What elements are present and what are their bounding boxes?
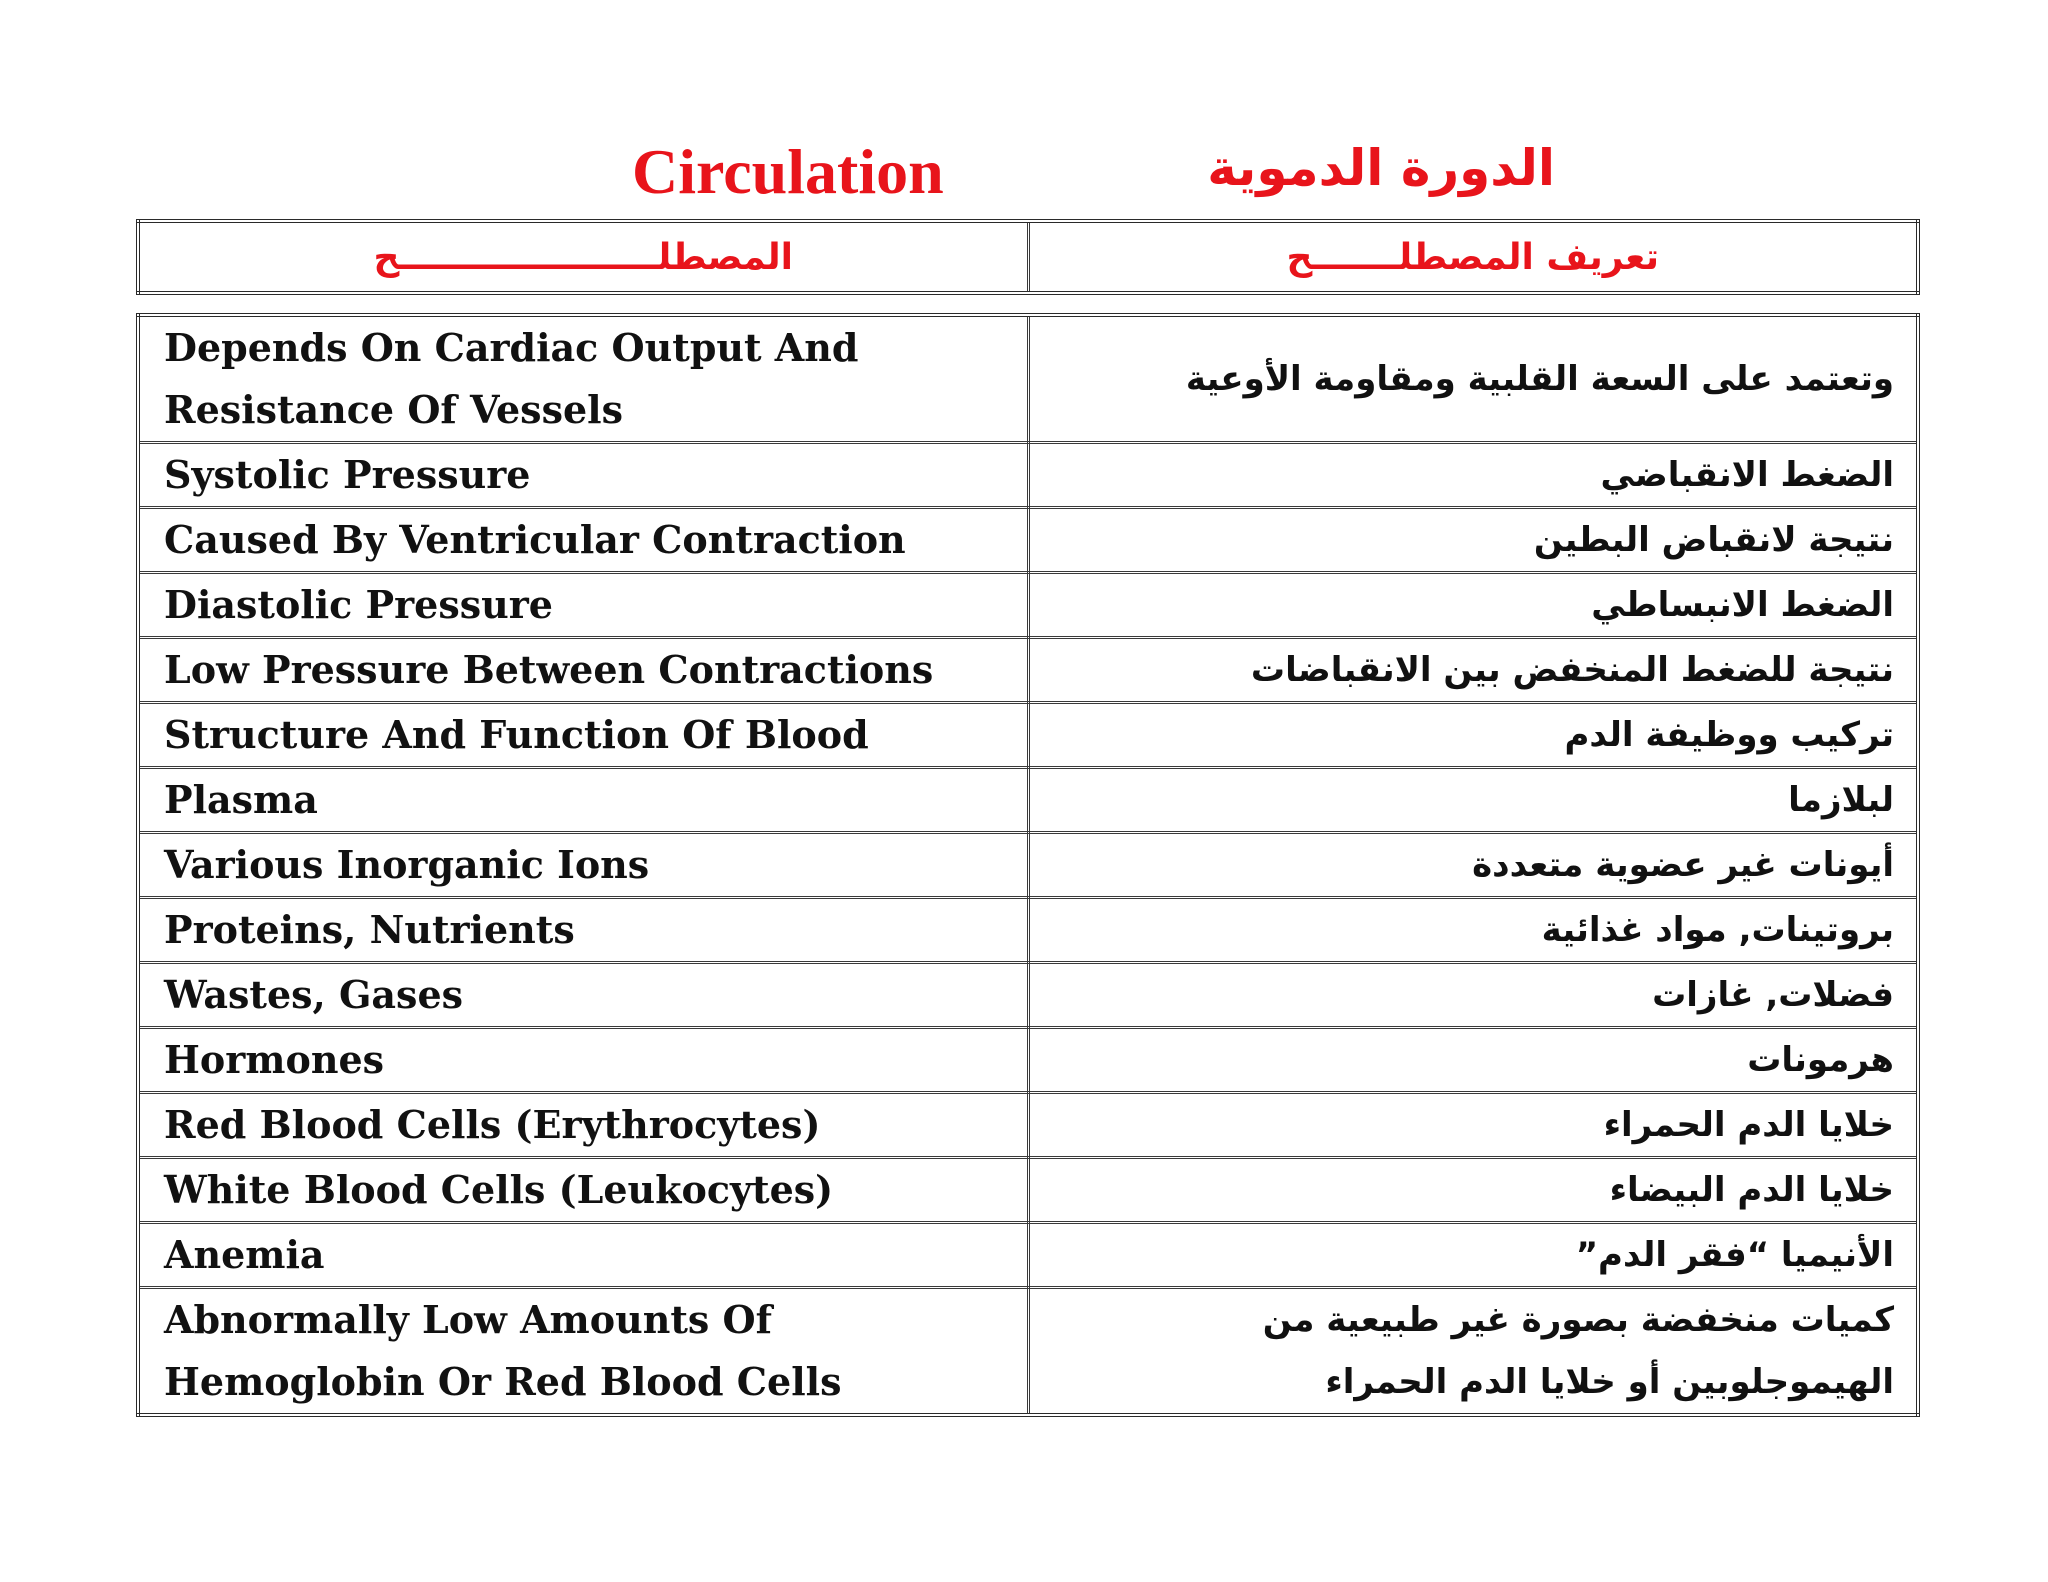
table-row: [138, 1028, 1918, 1093]
term-arabic: الضغط الانقباضي: [1028, 443, 1918, 508]
term-arabic: نتيجة للضغط المنخفض بين الانقباضات: [1028, 638, 1918, 703]
term-arabic: هرمونات: [1028, 1028, 1918, 1093]
term-arabic: وتعتمد على السعة القلبية ومقاومة الأوعية: [1028, 315, 1918, 443]
term-arabic: بروتينات, مواد غذائية: [1028, 898, 1918, 963]
term-english: Proteins, Nutrients: [138, 898, 1028, 963]
term-arabic: الأنيميا “فقر الدم”: [1028, 1223, 1918, 1288]
term-english: Plasma: [138, 768, 1028, 833]
term-english: Diastolic Pressure: [138, 573, 1028, 638]
term-arabic: لبلازما: [1028, 768, 1918, 833]
term-arabic: فضلات, غازات: [1028, 963, 1918, 1028]
term-english: Abnormally Low Amounts Of Hemoglobin Or Red Blood Cells: [138, 1288, 1028, 1416]
header-definition: تعريف المصطلـــــــح: [1028, 221, 1918, 293]
term-arabic: كميات منخفضة بصورة غير طبيعية من الهيموجلوبين أو خلايا الدم الحمراء: [1028, 1288, 1918, 1416]
term-english: Low Pressure Between Contractions: [138, 638, 1028, 703]
term-english: White Blood Cells (Leukocytes): [138, 1158, 1028, 1223]
header-table: [136, 219, 1920, 295]
term-english: Caused By Ventricular Contraction: [138, 508, 1028, 573]
table-row: [138, 898, 1918, 963]
table-row: [138, 573, 1918, 638]
term-english: Red Blood Cells (Erythrocytes): [138, 1093, 1028, 1158]
table-row: [138, 963, 1918, 1028]
table-row: [138, 703, 1918, 768]
term-english: Systolic Pressure: [138, 443, 1028, 508]
term-arabic: خلايا الدم البيضاء: [1028, 1158, 1918, 1223]
table-row: [138, 638, 1918, 703]
table-row: [138, 508, 1918, 573]
term-arabic: أيونات غير عضوية متعددة: [1028, 833, 1918, 898]
page-title-arabic: الدورة الدموية: [1207, 139, 1555, 197]
term-english: Wastes, Gases: [138, 963, 1028, 1028]
term-english: Various Inorganic Ions: [138, 833, 1028, 898]
table-row: [138, 443, 1918, 508]
table-row: [138, 1223, 1918, 1288]
header-term: المصطلـــــــــــــــــــــح: [138, 221, 1028, 293]
term-arabic: نتيجة لانقباض البطين: [1028, 508, 1918, 573]
glossary-table: [136, 313, 1920, 1417]
term-arabic: خلايا الدم الحمراء: [1028, 1093, 1918, 1158]
term-arabic: الضغط الانبساطي: [1028, 573, 1918, 638]
table-row: [138, 1093, 1918, 1158]
table-row: [138, 768, 1918, 833]
term-arabic: تركيب ووظيفة الدم: [1028, 703, 1918, 768]
table-row: [138, 1158, 1918, 1223]
table-row: [138, 315, 1918, 443]
page-title-english: Circulation: [632, 136, 944, 207]
table-row: [138, 833, 1918, 898]
term-english: Structure And Function Of Blood: [138, 703, 1028, 768]
term-english: Depends On Cardiac Output And Resistance Of Vessels: [138, 315, 1028, 443]
header-row: [138, 221, 1918, 293]
table-row: [138, 1288, 1918, 1416]
term-english: Hormones: [138, 1028, 1028, 1093]
term-english: Anemia: [138, 1223, 1028, 1288]
